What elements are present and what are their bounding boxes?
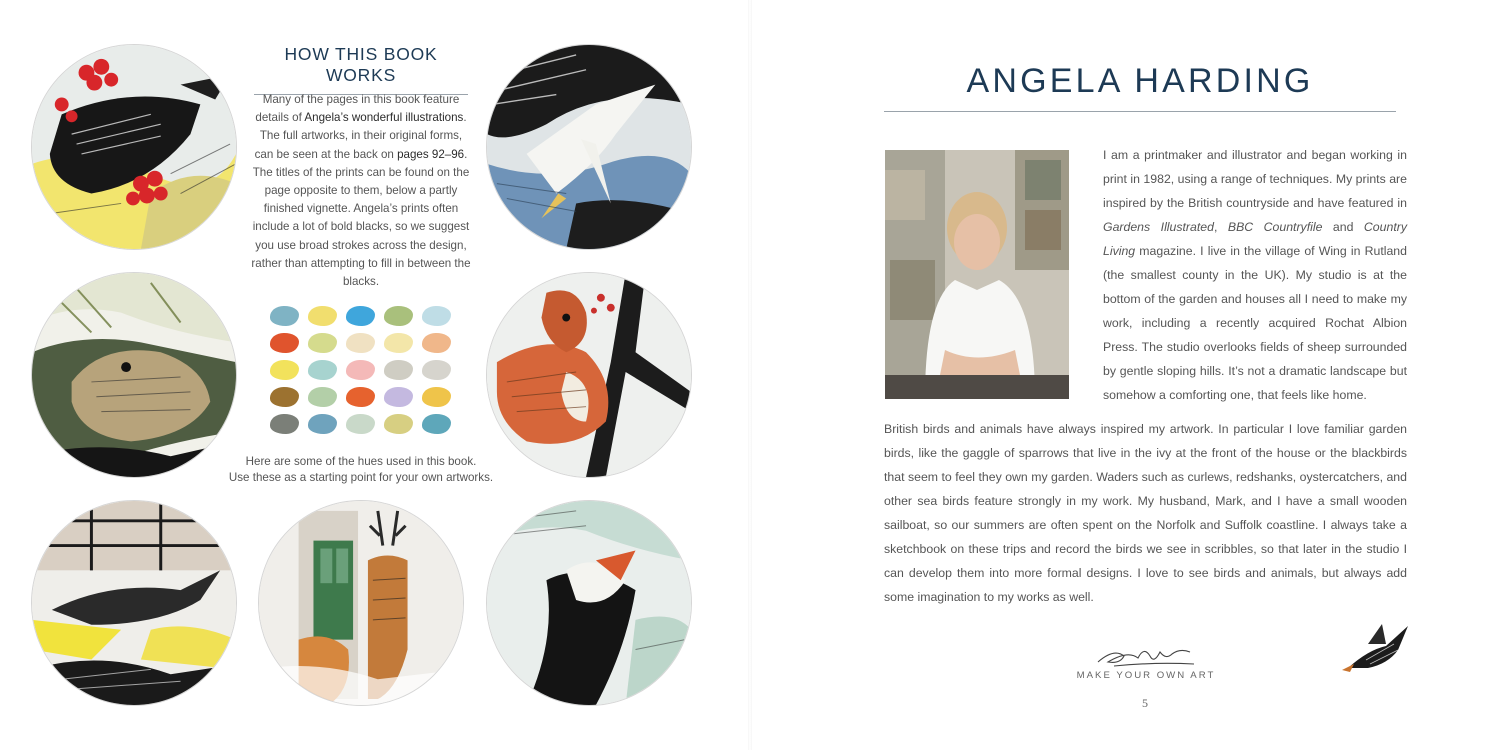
colour-swatch <box>422 333 451 353</box>
page-gutter <box>748 0 752 750</box>
page-number: 5 <box>1142 696 1148 710</box>
colour-swatch <box>384 333 413 353</box>
blackbird-berries-icon <box>31 44 237 250</box>
squirrel-icon <box>486 272 692 478</box>
gull-icon <box>486 44 692 250</box>
colour-swatch <box>308 360 337 380</box>
colour-swatch <box>346 306 375 326</box>
wader-bird-icon <box>31 500 237 706</box>
colour-swatch <box>270 414 299 434</box>
colour-swatch <box>308 333 337 353</box>
pages-reference: pages 92–96 <box>397 147 465 161</box>
colour-swatch <box>308 414 337 434</box>
author-portrait <box>885 150 1069 399</box>
deer-doorway-icon <box>258 500 464 706</box>
colour-swatch <box>346 414 375 434</box>
magazine-title: Country Living <box>1103 220 1407 258</box>
colour-swatch <box>422 387 451 407</box>
colour-swatch <box>346 360 375 380</box>
flying-bird-icon <box>1338 620 1412 680</box>
illustrations-reference: Angela’s wonderful illustrations <box>304 111 464 125</box>
mouse-icon <box>31 272 237 478</box>
bio-intro: I am a printmaker and illustrator and began working in print in 1982, using a range of techniques. My prints are inspired by the British countryside and have featured in Gardens Illustrated, BBC Countryfile and Country Living magazine. I live in the village of Wing in Rutland (the smallest county in the UK). My studio is at the bottom of the garden and houses all I need to make my work, including a recently acquired Rochat Albion Press. The studio overlooks fields of sheep surrounded by gentle sloping hills. It’s not a dramatic landscape but somehow a comforting one, that feels like home. <box>1103 148 1407 402</box>
colour-swatch <box>384 360 413 380</box>
section-title: HOW THIS BOOK WORKS <box>254 44 468 95</box>
colour-swatch <box>384 387 413 407</box>
signature <box>1094 638 1198 672</box>
colour-swatch <box>308 387 337 407</box>
palette-caption: Here are some of the hues used in this book. Use these as a starting point for your own artworks. <box>228 455 494 484</box>
magazine-title: Gardens Illustrated <box>1103 220 1214 234</box>
magazine-title: BBC Countryfile <box>1227 220 1323 234</box>
puffin-icon <box>486 500 692 706</box>
colour-swatch <box>422 414 451 434</box>
colour-swatch <box>384 306 413 326</box>
colour-swatch <box>270 360 299 380</box>
colour-swatch <box>308 306 337 326</box>
author-title: ANGELA HARDING <box>884 62 1396 112</box>
colour-swatch <box>270 306 299 326</box>
colour-swatch <box>346 333 375 353</box>
colour-palette <box>270 306 460 442</box>
bio-paragraph: British birds and animals have always inspired my artwork. In particular I love familiar garden birds, like the gaggle of sparrows that live in the ivy at the front of the house or the blackbirds that seem to feel they own my garden. Waders such as curlews, redshanks, oystercatchers, and other sea birds feature strongly in my work. My husband, Mark, and I have a small wooden sailboat, so our summers are often spent on the Norfolk and Suffolk coastline. I always take a sketchbook on these trips and record the birds we see in scribbles, so that later in the studio I can develop them into more formal designs. I love to see birds and animals, but always add some imagination to my works as well. <box>884 422 1407 604</box>
colour-swatch <box>270 333 299 353</box>
colour-swatch <box>422 360 451 380</box>
colour-swatch <box>422 306 451 326</box>
colour-swatch <box>270 387 299 407</box>
colour-swatch <box>384 414 413 434</box>
footer-label: MAKE YOUR OWN ART <box>1076 670 1216 681</box>
intro-paragraph: Many of the pages in this book feature details of Angela’s wonderful illustrations. The full artworks, in their original forms, can be seen at the back on pages 92–96. The titles of the prints can be found on the page opposite to them, below a partly finished vignette. Angela’s prints often include a lot of bold blacks, so we suggest you use broad strokes across the design, rather than attempting to fill in between the blacks. <box>251 93 471 289</box>
colour-swatch <box>346 387 375 407</box>
